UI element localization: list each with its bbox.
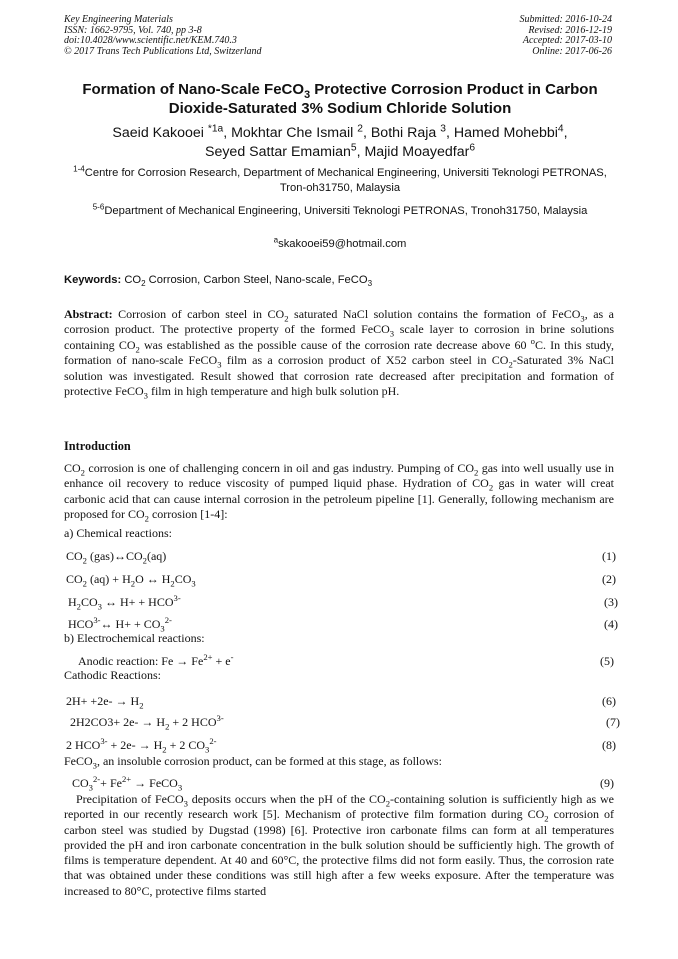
eq-sub: 2 xyxy=(139,700,144,711)
paragraph-subscript: 3 xyxy=(92,760,97,771)
author-name: , Majid Moayedfar xyxy=(356,144,470,160)
author-mark: 4 xyxy=(557,123,564,135)
paragraph-text: gas in water will creat carbonic acid that can cause internal corrosion in the petroleum pipeline [1]. Generally, following mechanism are proposed for CO xyxy=(64,476,614,521)
eq-sub: 2 xyxy=(142,555,147,566)
eq-sub: 3 xyxy=(160,623,165,634)
eq-text: + Fe xyxy=(100,776,122,790)
eq-sup: 3- xyxy=(93,615,101,625)
keyword-text: Corrosion, Carbon Steel, Nano-scale, FeCO xyxy=(145,274,368,286)
keyword-text: CO xyxy=(124,274,142,286)
affiliation-1 xyxy=(64,166,616,196)
chemical-reactions-label: a) Chemical reactions: xyxy=(64,526,172,540)
abstract-superscript: o xyxy=(530,335,535,346)
equation-3 xyxy=(64,595,618,610)
title-part: Formation of Nano-Scale FeCO xyxy=(82,81,305,98)
paragraph-subscript: 2 xyxy=(544,813,549,824)
eq-text: (gas)↔CO xyxy=(86,549,143,563)
intro-paragraph-2 xyxy=(64,792,614,899)
title-subscript: 3 xyxy=(304,89,311,101)
paper-title xyxy=(40,80,640,118)
author-mark: 2 xyxy=(357,123,363,135)
equation-number: (5) xyxy=(600,654,614,668)
affiliation-text: Centre for Corrosion Research, Department of Mechanical Engineering, Universiti Teknologi PETRONAS, Tron-oh31750, Malaysia xyxy=(84,167,607,195)
eq-text: + 2e- → H xyxy=(107,738,163,752)
eq-sup: 2+ xyxy=(121,774,132,784)
equation-4 xyxy=(64,617,618,632)
author-mark: 5 xyxy=(350,142,357,154)
abstract-text: , as a corrosion product. The protective property of the formed FeCO xyxy=(64,307,614,337)
equation-number: (9) xyxy=(600,776,614,790)
revised-date: Revised: 2016-12-19 xyxy=(528,24,612,36)
paragraph-subscript: 3 xyxy=(183,798,188,809)
paragraph-text: corrosion [1-4]: xyxy=(148,506,228,521)
eq-sup: 3- xyxy=(100,736,108,746)
keywords-label: Keywords: xyxy=(64,274,125,286)
affiliation-text: Department of Mechanical Engineering, Universiti Teknologi PETRONAS, Tronoh31750, Malaysia xyxy=(104,205,588,217)
abstract-text: saturated NaCl solution contains the formation of FeCO xyxy=(288,307,581,321)
eq-text: HCO xyxy=(68,617,94,631)
eq-text: 2H2CO3+ 2e- → H xyxy=(70,715,166,729)
eq-sub: 2 xyxy=(130,578,136,589)
keyword-subscript: 2 xyxy=(141,279,146,289)
equation-number: (1) xyxy=(602,549,616,563)
author-mark: *1a xyxy=(207,123,224,135)
cathodic-reactions-label: Cathodic Reactions: xyxy=(64,668,161,682)
eq-text: H xyxy=(68,595,77,609)
eq-sup: 2+ xyxy=(203,652,213,662)
abstract-text: scale layer to corrosion in brine solutions containing CO xyxy=(64,322,614,352)
author-mark: 3 xyxy=(440,123,446,135)
equation-5 xyxy=(64,654,614,669)
affiliation-mark: 5-6 xyxy=(92,202,105,212)
author-name: , Bothi Raja xyxy=(362,125,441,141)
equation-number: (6) xyxy=(602,694,616,708)
eq-text: + 2 CO xyxy=(166,738,206,752)
keywords xyxy=(64,274,373,289)
eq-sub: 3 xyxy=(205,744,210,755)
equation-number: (2) xyxy=(602,572,616,586)
author-name: , Mokhtar Che Ismail xyxy=(223,125,358,141)
author-name: , Hamed Mohebbi xyxy=(445,125,558,141)
abstract-subscript: 2 xyxy=(284,313,289,324)
email-address[interactable]: skakooei59@hotmail.com xyxy=(278,238,407,250)
eq-sup: 3- xyxy=(173,593,181,603)
doi: doi:10.4028/www.scientific.net/KEM.740.3 xyxy=(64,35,237,47)
abstract-text: film as a corrosion product of X52 carbon steel in CO xyxy=(221,353,509,368)
accepted-date: Accepted: 2017-03-10 xyxy=(522,35,612,47)
email-mark: a xyxy=(273,235,279,245)
eq-sup: 2- xyxy=(164,615,172,625)
copyright: © 2017 Trans Tech Publications Ltd, Switzerland xyxy=(64,45,262,57)
keyword-subscript: 3 xyxy=(367,279,373,289)
eq-text: 2 HCO xyxy=(66,738,101,752)
eq-sub: 3 xyxy=(97,601,102,612)
paragraph-text: corrosion of carbon steel was studied by Dugstad (1998) [6]. Protective iron carbonate films can form at all temperatures provided the pH and iron carbonate concentration in the bulk solution should be sufficiently high. The growth of films is temperature dependent. At 40 and 60°C, the protective films did not form easily. Thus, the corrosion rate that was obtained under these conditions was still high after a few weeks exposure. After the temperature was increased to 80°C, protective films started xyxy=(64,807,614,898)
eq-sub: 3 xyxy=(177,782,183,793)
abstract-subscript: 3 xyxy=(217,359,222,370)
equation-number: (3) xyxy=(604,595,618,609)
intro-paragraph-1 xyxy=(64,461,614,522)
abstract-subscript: 3 xyxy=(580,313,585,324)
feco3-formation-line xyxy=(64,754,442,769)
abstract-subscript: 3 xyxy=(389,328,395,339)
eq-text: ↔ H+ + HCO xyxy=(101,595,174,609)
abstract-text: -Saturated 3% NaCl solution was investigated. Result showed that corrosion rate decreased after precipitation and formation of protective FeCO xyxy=(64,353,615,399)
eq-sub: 2 xyxy=(165,721,170,732)
equation-1 xyxy=(64,549,616,564)
eq-sub: 2 xyxy=(82,555,87,566)
introduction-heading: Introduction xyxy=(64,439,131,453)
abstract-text: C. In this study, formation of nano-scale FeCO xyxy=(64,337,615,368)
abstract xyxy=(64,307,614,399)
eq-sub: 2 xyxy=(170,578,175,589)
eq-text: CO xyxy=(80,595,98,609)
paragraph-subscript: 2 xyxy=(80,467,85,478)
equation-number: (4) xyxy=(604,617,618,631)
author-separator: , xyxy=(563,125,568,141)
abstract-subscript: 2 xyxy=(135,344,140,355)
submitted-date: Submitted: 2016-10-24 xyxy=(519,14,612,25)
author-name: Seyed Sattar Emamian xyxy=(204,144,351,160)
eq-text: 2H+ +2e- → H xyxy=(66,694,140,708)
paragraph-text: -containing solution is sufficiently high as we reported in our recently research work [5]. Mechanism of protective film formation during CO xyxy=(64,792,614,822)
eq-sup: 3- xyxy=(216,713,224,723)
eq-text: + 2 HCO xyxy=(169,715,217,729)
paragraph-text: FeCO xyxy=(64,754,93,768)
affiliation-2 xyxy=(64,204,616,219)
author-name: Saeid Kakooei xyxy=(112,125,208,141)
paragraph-text: corrosion is one of challenging concern in oil and gas industry. Pumping of CO xyxy=(84,461,474,475)
author-mark: 6 xyxy=(469,142,476,154)
eq-sup: 2- xyxy=(209,736,217,746)
eq-text: CO xyxy=(174,572,192,586)
eq-text: + e xyxy=(212,654,231,668)
equation-8 xyxy=(64,738,616,753)
eq-text: CO xyxy=(66,549,83,563)
abstract-label: Abstract: xyxy=(64,307,119,321)
eq-text: (aq) xyxy=(146,549,167,563)
journal-metadata xyxy=(64,15,262,57)
eq-sub: 3 xyxy=(88,782,93,793)
paragraph-subscript: 2 xyxy=(474,467,479,478)
online-date: Online: 2017-06-26 xyxy=(532,45,612,57)
equation-6 xyxy=(64,694,616,709)
title-line-2: Dioxide-Saturated 3% Sodium Chloride Solution xyxy=(168,100,512,117)
eq-text: Anodic reaction: Fe → Fe xyxy=(78,654,204,668)
eq-sub: 2 xyxy=(82,578,87,589)
paragraph-text: deposits occurs when the pH of the CO xyxy=(187,792,386,806)
paragraph-subscript: 2 xyxy=(488,482,494,493)
paragraph-subscript: 2 xyxy=(144,513,149,524)
eq-text: ↔ H+ + CO xyxy=(100,617,161,631)
equation-number: (7) xyxy=(606,715,620,729)
eq-text: → FeCO xyxy=(131,776,178,790)
paragraph-text: , an insoluble corrosion product, can be formed at this stage, as follows: xyxy=(96,754,442,768)
abstract-text: was established as the possible cause of the corrosion rate decrease above 60 xyxy=(139,337,531,352)
eq-sup: - xyxy=(230,652,234,662)
paragraph-text: Precipitation of FeCO xyxy=(76,792,184,806)
eq-sup: 2- xyxy=(92,774,101,784)
equation-2 xyxy=(64,572,616,587)
electrochemical-reactions-label: b) Electrochemical reactions: xyxy=(64,631,205,645)
eq-sub: 3 xyxy=(191,578,196,589)
eq-text: O ↔ H xyxy=(135,572,171,586)
issn: ISSN: 1662-9795, Vol. 740, pp 3-8 xyxy=(64,24,202,36)
eq-text: CO xyxy=(66,572,83,586)
equation-number: (8) xyxy=(602,738,616,752)
eq-sub: 2 xyxy=(162,744,167,755)
author-list xyxy=(40,124,640,162)
abstract-subscript: 2 xyxy=(508,359,513,370)
equation-9 xyxy=(64,776,614,791)
eq-text: (aq) + H xyxy=(86,572,131,586)
abstract-text: film in high temperature and high bulk solution pH. xyxy=(147,384,400,399)
equation-7 xyxy=(64,715,620,730)
eq-text: CO xyxy=(72,776,89,790)
title-part: Protective Corrosion Product in Carbon xyxy=(310,81,598,98)
corresponding-email[interactable] xyxy=(64,235,616,250)
paragraph-text: gas into well usually use in enhance oil recovery to reduce viscosity of pumped liquid phase. Hydration of CO xyxy=(64,461,614,491)
paragraph-subscript: 2 xyxy=(385,798,391,809)
paragraph-text: CO xyxy=(64,461,81,475)
eq-sub: 2 xyxy=(76,601,81,612)
affiliation-mark: 1-4 xyxy=(73,164,85,174)
abstract-subscript: 3 xyxy=(143,390,148,401)
abstract-text: Corrosion of carbon steel in CO xyxy=(118,307,285,321)
journal-name: Key Engineering Materials xyxy=(64,14,173,25)
article-dates xyxy=(520,15,613,57)
